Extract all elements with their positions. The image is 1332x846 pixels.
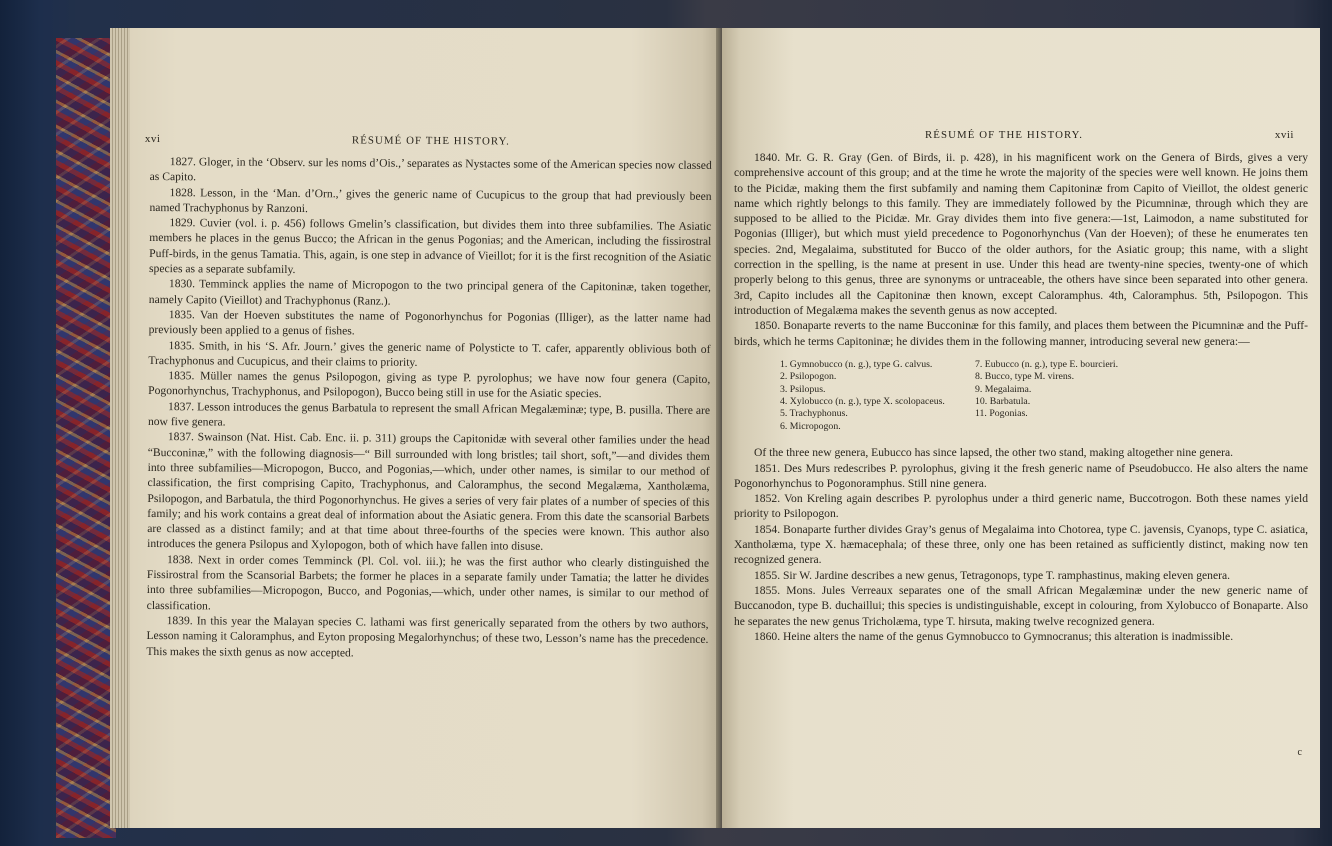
list-item: 4. Xylobucco (n. g.), type X. scolopaceus. [780,396,945,408]
paragraph: 1851. Des Murs redescribes P. pyrolophus, giving it the fresh generic name of Pseudobucco. He also alters the name Pogonorhynchus to Pogonoramphus. Still nine genera. [734,461,1308,490]
paragraph: 1827. Gloger, in the ‘Observ. sur les noms d’Ois.,’ separates as Nystactes some of the American species now classed as Capito. [149,155,712,184]
list-item: 8. Bucco, type M. virens. [975,371,1075,383]
paragraph: 1828. Lesson, in the ‘Man. d’Orn.,’ gives the generic name of Cucupicus to the group that had previously been named Trachyphonus by Ranzoni. [149,185,712,215]
paragraph: 1852. Von Kreling again describes P. pyrolophus under a third generic name, Buccotrogon. Both these names yield priority to Psilopogon. [734,492,1308,521]
paragraph: 1835. Smith, in his ‘S. Afr. Journ.’ gives the generic name of Polysticte to T. cafer, apparently oblivious both of Trachyphonus and Cucupicus, and their claims to priority. [148,338,711,369]
paragraph: 1854. Bonaparte further divides Gray’s genus of Megalaima into Chotorea, type C. javensis, Cyanops, type C. asiatica, Xantholæma, type X. hæmacephala; of these three, only one has been retained as sufficiently distinct, making now ten recognized genera. [734,522,1308,567]
signature-mark: c [1297,747,1302,758]
left-page [130,28,720,828]
paragraph: 1840. Mr. G. R. Gray (Gen. of Birds, ii. p. 428), in his magnificent work on the Genera of Birds, gives a very comprehensive account of this group; and at the time he wrote the majority of the species were well known. He joins them to the Picidæ, making them the first subfamily and naming them Capitoninæ from Capito of Vieillot, the oldest generic name which rightly belongs to this family. They are immediately followed by the Picumninæ, through which they are supposed to be allied to the Picidæ. Mr. Gray divides them into five genera:—1st, Laimodon, a name substituted for Pogonias (Illiger), but which must yield precedence to Pogonorhynchus (Van der Hoeven); of these he enumerates ten species. 2nd, Megalaima, substituted for Bucco of the older authors, for the Asiatic group; this name, with a slight correction in the spelling, is the name at present in use. Under this head are twenty-nine species, twenty-one of which properly belong to this genus, three are synonyms or untraceable, the others have since been separated into other genera. 3rd, Capito includes all the Capitoninæ then known, except Caloramphus. 4th, Caloramphus. 5th, Psilopogon. This introduction of Megalæma makes the seventh genus as now accepted. [734,151,1308,317]
paragraph: 1837. Lesson introduces the genus Barbatula to represent the small African Megalæminæ; type, B. pusilla. There are now five genera. [147,399,711,429]
paragraph: 1830. Temminck applies the name of Micropogon to the two principal genera of the Capitoninæ, taken together, namely Capito (Vieillot) and Trachyphonus (Ranz.). [148,277,711,308]
paragraph: 1860. Heine alters the name of the genus Gymnobucco to Gymnocranus; this alteration is inadmissible. [754,629,1234,643]
right-page [722,28,1320,828]
paragraph: 1829. Cuvier (vol. i. p. 456) follows Gmelin’s classification, but divides them into three subfamilies. The Asiatic members he places in the genus Bucco; the African in the genus Pogonias; and the American, including the fissirostral Puff-birds, in the genus Tamatia. This, again, is one step in advance of Vieillot; for it is the first recognition of the Asiatic species as a separate subfamily. [149,216,712,277]
right-page-text [734,128,1308,644]
paragraph: 1855. Mons. Jules Verreaux separates one of the small African Megalæminæ under the new generic name of Buccanodon, type B. duchaillui; this species is undistinguishable, except in colouring, from Xylobucco of Bonaparte. Also he separates the new genus Tricholæma, type T. hirsuta, making twelve recognized genera. [734,583,1308,628]
list-item: 2. Psilopogon. [780,371,837,383]
paragraph: 1855. Sir W. Jardine describes a new genus, Tetragonops, type T. ramphastinus, making eleven genera. [754,568,1231,582]
list-item: 7. Eubucco (n. g.), type E. bourcieri. [975,358,1119,370]
left-running-title: RÉSUMÉ OF THE HISTORY. [351,134,510,148]
paragraph: 1850. Bonaparte reverts to the name Bucconinæ for this family, and places them between the Picumninæ and the Puff-birds, which he terms Capitoninæ; he divides them in the following manner, introducing several new genera:— [734,319,1308,348]
genera-list-column-2 [975,359,1175,433]
paragraph: 1839. In this year the Malayan species C. lathami was first generically separated from the others by two authors, Lesson naming it Caloramphus, and Eyton proposing Megalorhynchus; of these two, Lesson’s name has the precedence. This makes the sixth genus as now accepted. [146,614,709,659]
paragraph: Of the three new genera, Eubucco has since lapsed, the other two stand, making altogether nine genera. [754,446,1234,460]
genera-list [780,359,1308,433]
list-item: 10. Barbatula. [975,396,1031,408]
list-item: 5. Trachyphonus. [780,408,848,420]
list-item: 11. Pogonias. [975,408,1028,420]
list-item: 3. Psilopus. [780,383,826,395]
left-page-text [146,132,712,663]
list-item: 1. Gymnobucco (n. g.), type G. calvus. [780,358,933,370]
right-running-title: RÉSUMÉ OF THE HISTORY. [925,129,1083,141]
paragraph: 1835. Müller names the genus Psilopogon, giving as type P. pyrolophus; we have now four genera (Capito, Pogonorhynchus, Trachyphonus, and Psilopogon), Bucco being still in use for the Asiatic species. [148,369,711,401]
list-item: 6. Micropogon. [780,420,841,432]
paragraph: 1838. Next in order comes Temminck (Pl. Col. vol. iii.); he was the first author who clearly distinguished the Fissirostral from the Scansorial Barbets; the former he places in a separate family under Tamatia; the latter he divides into three subfamilies—Micropogon, Bucco, and Pogonias,—which, under other names, is similar to our method of classification. [146,552,710,613]
paragraph: 1837. Swainson (Nat. Hist. Cab. Enc. ii. p. 311) groups the Capitonidæ with several other families under the head “Bucconinæ,” with the following diagnosis—“ Bill surrounded with long bristles; tail short, soft,”—and divides them into three subfamilies—Micropogon, Bucco, and Pogonias,—which, under other names, is similar to our method of classification, the first comprising Capito, Trachyphonus, and Caloramphus, the second Megalæma, Xantholæma, Psilopogon, and Barbatula, the third Pogonorhynchus. He gives a series of very fair plates of a number of species of this family; and his work contains a great deal of information about the Asiatic genera. From this date the scansorial Barbets are classed as a distinct family; and at that time about three-fourths of the species were known. This author also introduces the genera Psilopus and Xylopogon, both of which have fallen into disuse. [147,430,710,554]
right-page-number: xvii [1274,129,1294,141]
paragraph: 1835. Van der Hoeven substitutes the name of Pogonorhynchus for Pogonias (Illiger), as the latter name had previously been applied to a genus of fishes. [148,308,711,338]
right-running-head [734,128,1308,143]
genera-list-column-1 [780,359,955,433]
marbled-edge [56,38,116,838]
left-page-number: xvi [144,132,161,146]
left-running-head [144,132,712,151]
list-item: 9. Megalaima. [975,383,1032,395]
